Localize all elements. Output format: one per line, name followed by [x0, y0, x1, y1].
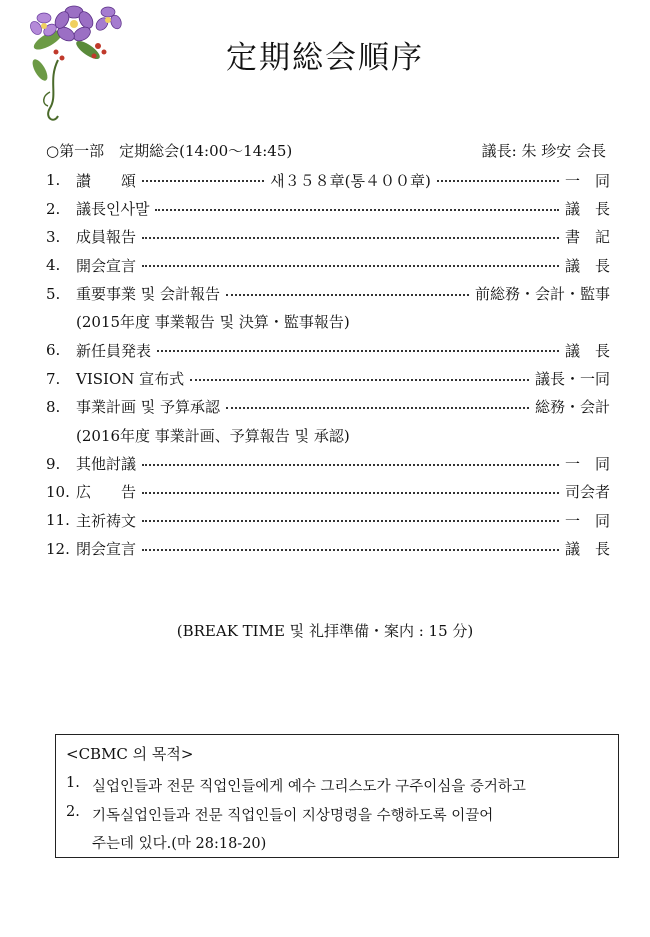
program-item-responsible: 議 長 [564, 540, 610, 559]
program-item-number: 12. [46, 539, 70, 558]
program-item-label: 閉会宣言 [76, 540, 137, 559]
program-item-number: 3. [46, 227, 61, 246]
program-item-label: 重要事業 및 会計報告 [76, 285, 221, 304]
program-item-label: 成員報告 [76, 228, 137, 247]
part-one-header [46, 138, 610, 162]
program-item-label: 讃 頌 [76, 171, 137, 190]
program-item-hymn: 새３５８章(통４００章) [270, 171, 431, 190]
program-item-responsible: 議長・一同 [534, 370, 610, 389]
program-item [46, 251, 610, 279]
program-item-label: 広 告 [76, 483, 137, 502]
program-item-responsible: 議 長 [564, 341, 610, 360]
program-item-responsible: 一 同 [564, 455, 610, 474]
leader-dots [142, 520, 559, 522]
program-item [46, 534, 610, 562]
program-item-number: 1. [46, 171, 61, 190]
program-item-label: 事業計画 및 予算承認 [76, 398, 221, 417]
program-item-responsible: 議 長 [564, 256, 610, 275]
leader-dots [142, 464, 559, 466]
program-item [46, 478, 610, 506]
leader-dots [157, 350, 559, 352]
leader-dots [142, 180, 264, 182]
purpose-item-text: 실업인들과 전문 직업인들에게 예수 그리스도가 구주이심을 증거하고 [92, 779, 526, 795]
program-item-number: 9. [46, 454, 61, 473]
program-item [46, 279, 610, 307]
program-item [46, 223, 610, 251]
program-item-label: 開会宣言 [76, 256, 137, 275]
leader-dots [155, 209, 559, 211]
break-note: (BREAK TIME 및 礼拝準備・案内 : 15 分) [176, 622, 474, 640]
program-item-responsible: 一 同 [564, 171, 610, 190]
program-item [46, 393, 610, 421]
leader-dots [142, 237, 559, 239]
purpose-item-text: 기독실업인들과 전문 직업인들이 지상명령을 수행하도록 이끌어 [92, 808, 494, 824]
program-item-label: 議長인사말 [76, 200, 150, 219]
program-item [46, 449, 610, 477]
program-item-detail: (2015年度 事業報告 및 決算・監事報告) [76, 313, 350, 332]
purpose-item [66, 804, 610, 825]
program-item-responsible: 一 同 [564, 511, 610, 530]
purpose-continuation: 주는데 있다.(마 28:18-20) [92, 836, 267, 852]
program-item-label: 新任員発表 [76, 341, 152, 360]
program-item-number: 10. [46, 482, 70, 501]
purpose-item [66, 775, 610, 796]
program-item-label: 其他討議 [76, 455, 137, 474]
program-item-number: 7. [46, 369, 61, 388]
leader-dots [226, 407, 529, 409]
program-item [46, 506, 610, 534]
program-item-label: 主祈祷文 [76, 511, 137, 530]
leader-dots [142, 265, 559, 267]
purpose-item-number: 2. [66, 804, 80, 820]
program-item-number: 6. [46, 341, 61, 360]
purpose-heading: <CBMC 의 목적> [66, 745, 194, 763]
program-item [46, 166, 610, 194]
leader-dots [437, 180, 559, 182]
program-item-number: 11. [46, 511, 70, 530]
program-item-number: 4. [46, 256, 61, 275]
program-item-responsible: 総務・会計 [534, 398, 610, 417]
program-item [46, 364, 610, 392]
purpose-item-number: 1. [66, 775, 80, 791]
program-item [46, 194, 610, 222]
purpose-box [55, 734, 619, 858]
leader-dots [190, 379, 529, 381]
program-item-responsible: 司会者 [564, 483, 610, 502]
leader-dots [142, 549, 559, 551]
program-item-number: 2. [46, 199, 61, 218]
leader-dots [226, 294, 469, 296]
program-list [46, 166, 610, 563]
page-title: 定期総会順序 [226, 40, 424, 76]
program-item-number: 5. [46, 284, 61, 303]
program-item-number: 8. [46, 397, 61, 416]
program-item-responsible: 書 記 [564, 228, 610, 247]
chairperson: 議長: 朱 珍安 会長 [481, 141, 606, 160]
program-item-responsible: 議 長 [564, 200, 610, 219]
program-item-label: VISION 宣布式 [76, 370, 185, 389]
program-item [46, 336, 610, 364]
leader-dots [142, 492, 559, 494]
program-item-responsible: 前総務・会計・監事 [474, 285, 610, 304]
program-item-detail: (2016年度 事業計画、予算報告 및 承認) [76, 426, 350, 445]
part-one-heading: ○第一部 定期総会(14:00～14:45) [46, 141, 293, 160]
